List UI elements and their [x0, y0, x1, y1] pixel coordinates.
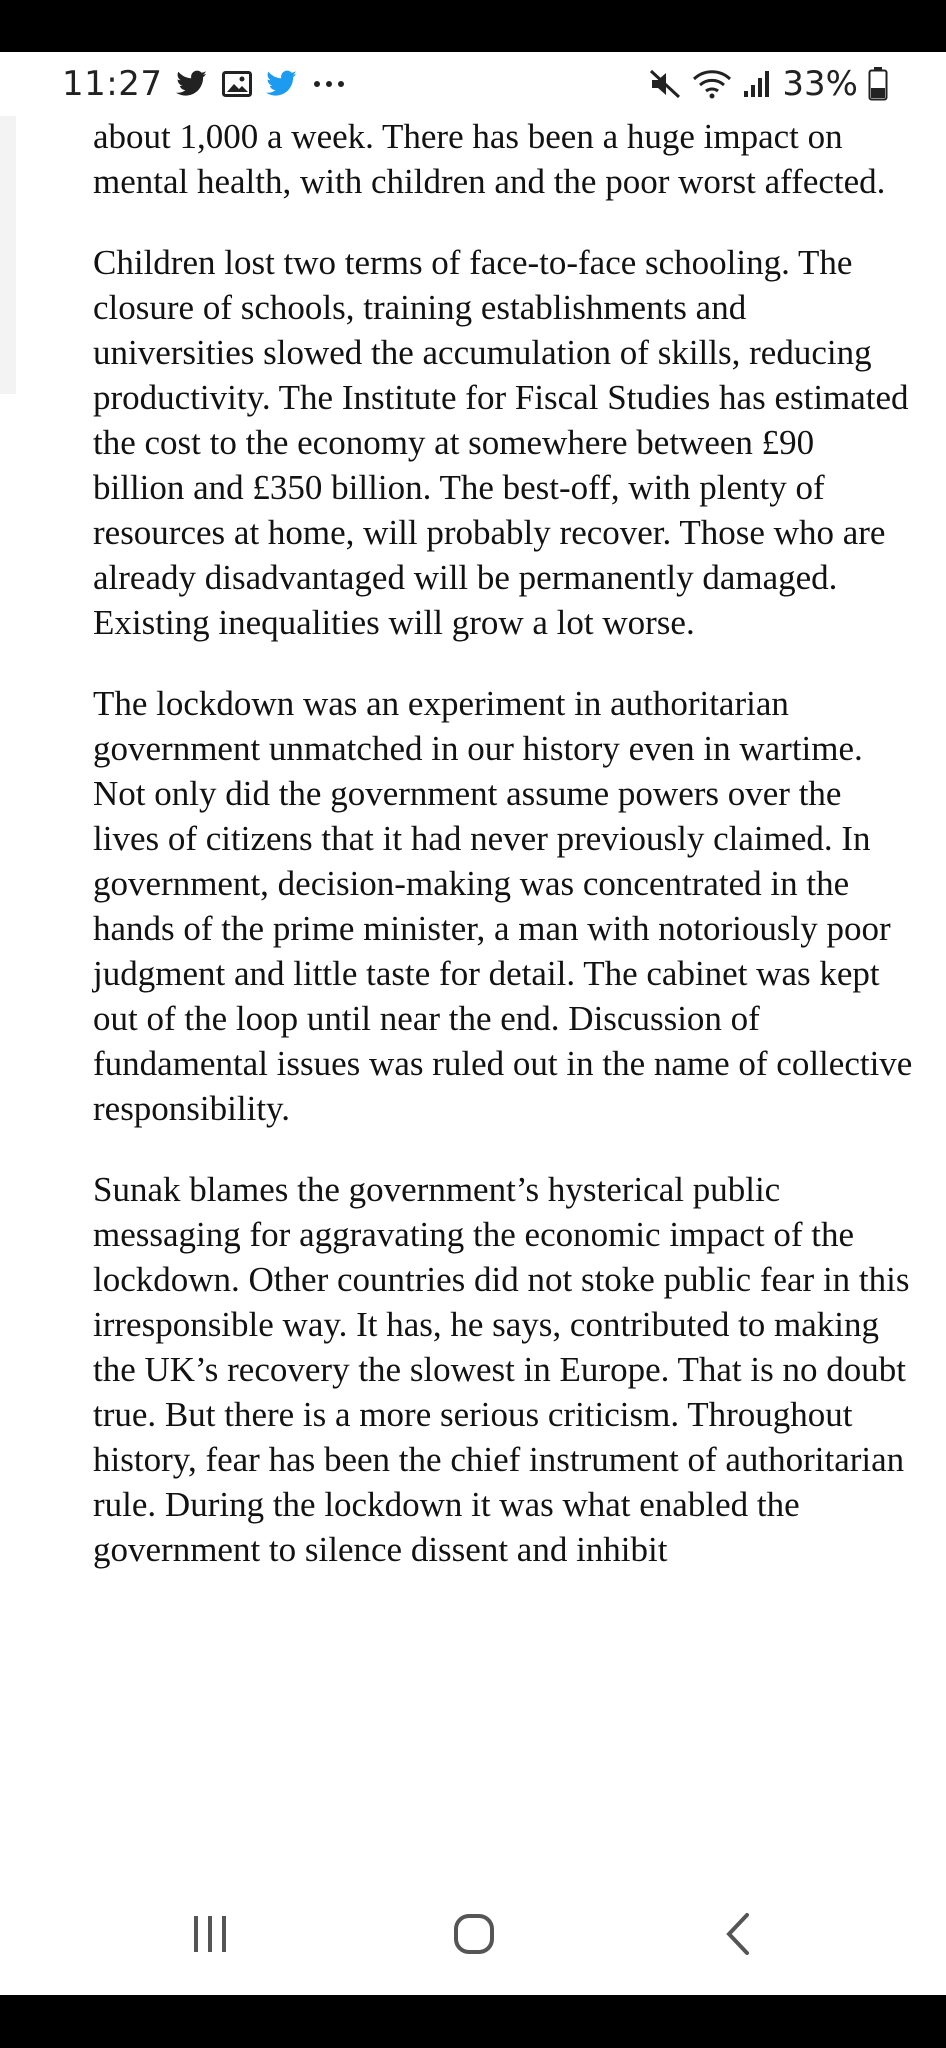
status-right-group [648, 52, 888, 116]
home-button[interactable] [424, 1898, 524, 1970]
home-icon [452, 1912, 496, 1956]
wifi-icon [692, 69, 732, 99]
bottom-black-border [0, 1995, 946, 2048]
article-paragraph: Sunak blames the government’s hysterical public messaging for aggravating the economic impact of the lockdown. Other countries did not stoke public fear in this irresponsible way. It has, he says, contributed to making the UK’s recovery the slowest in Europe. That is no doubt true. But there is a more serious criticism. Throughout history, fear has been the chief instrument of authoritarian rule. During the lockdown it was what enabled the government to silence dissent and inhibit [93, 1170, 910, 1569]
back-button[interactable] [688, 1898, 788, 1970]
battery-icon [868, 67, 888, 101]
signal-icon [742, 69, 772, 99]
status-bar [0, 52, 946, 116]
more-dots-icon [312, 79, 346, 89]
article-paragraph: Children lost two terms of face-to-face schooling. The closure of schools, training establishments and universities slowed the accumulation of skills, reducing productivity. The Institute for Fiscal Studies has estimated the cost to the economy at somewhere between £90 billion and £350 billion. The best-off, with plenty of resources at home, will probably recover. Those who are already disadvantaged will be permanently damaged. Existing inequalities will grow a lot worse. [93, 243, 909, 642]
article-viewport[interactable] [0, 116, 946, 1874]
navigation-bar [0, 1874, 946, 1995]
status-left-group [62, 52, 346, 116]
mute-icon [648, 68, 682, 100]
recent-apps-button[interactable] [160, 1898, 260, 1970]
top-black-border [0, 0, 946, 52]
battery-percent: 33% [782, 64, 858, 104]
article-paragraph: about 1,000 a week. There has been a huge impact on mental health, with children and the poor worst affected. [93, 117, 886, 201]
twitter-bird-icon [266, 70, 298, 98]
image-icon [222, 71, 252, 97]
article-body [93, 116, 913, 1608]
recent-apps-icon [190, 1912, 230, 1956]
twitter-bird-icon [176, 70, 208, 98]
article-paragraph: The lockdown was an experiment in authoritarian government unmatched in our history even in wartime. Not only did the government assume powers over the lives of citizens that it had never previously claimed. In government, decision-making was concentrated in the hands of the prime minister, a man with notoriously poor judgment and little taste for detail. The cabinet was kept out of the loop until near the end. Discussion of fundamental issues was ruled out in the name of collective responsibility. [93, 684, 913, 1128]
back-icon [723, 1911, 753, 1957]
clock-time: 11:27 [62, 64, 163, 104]
